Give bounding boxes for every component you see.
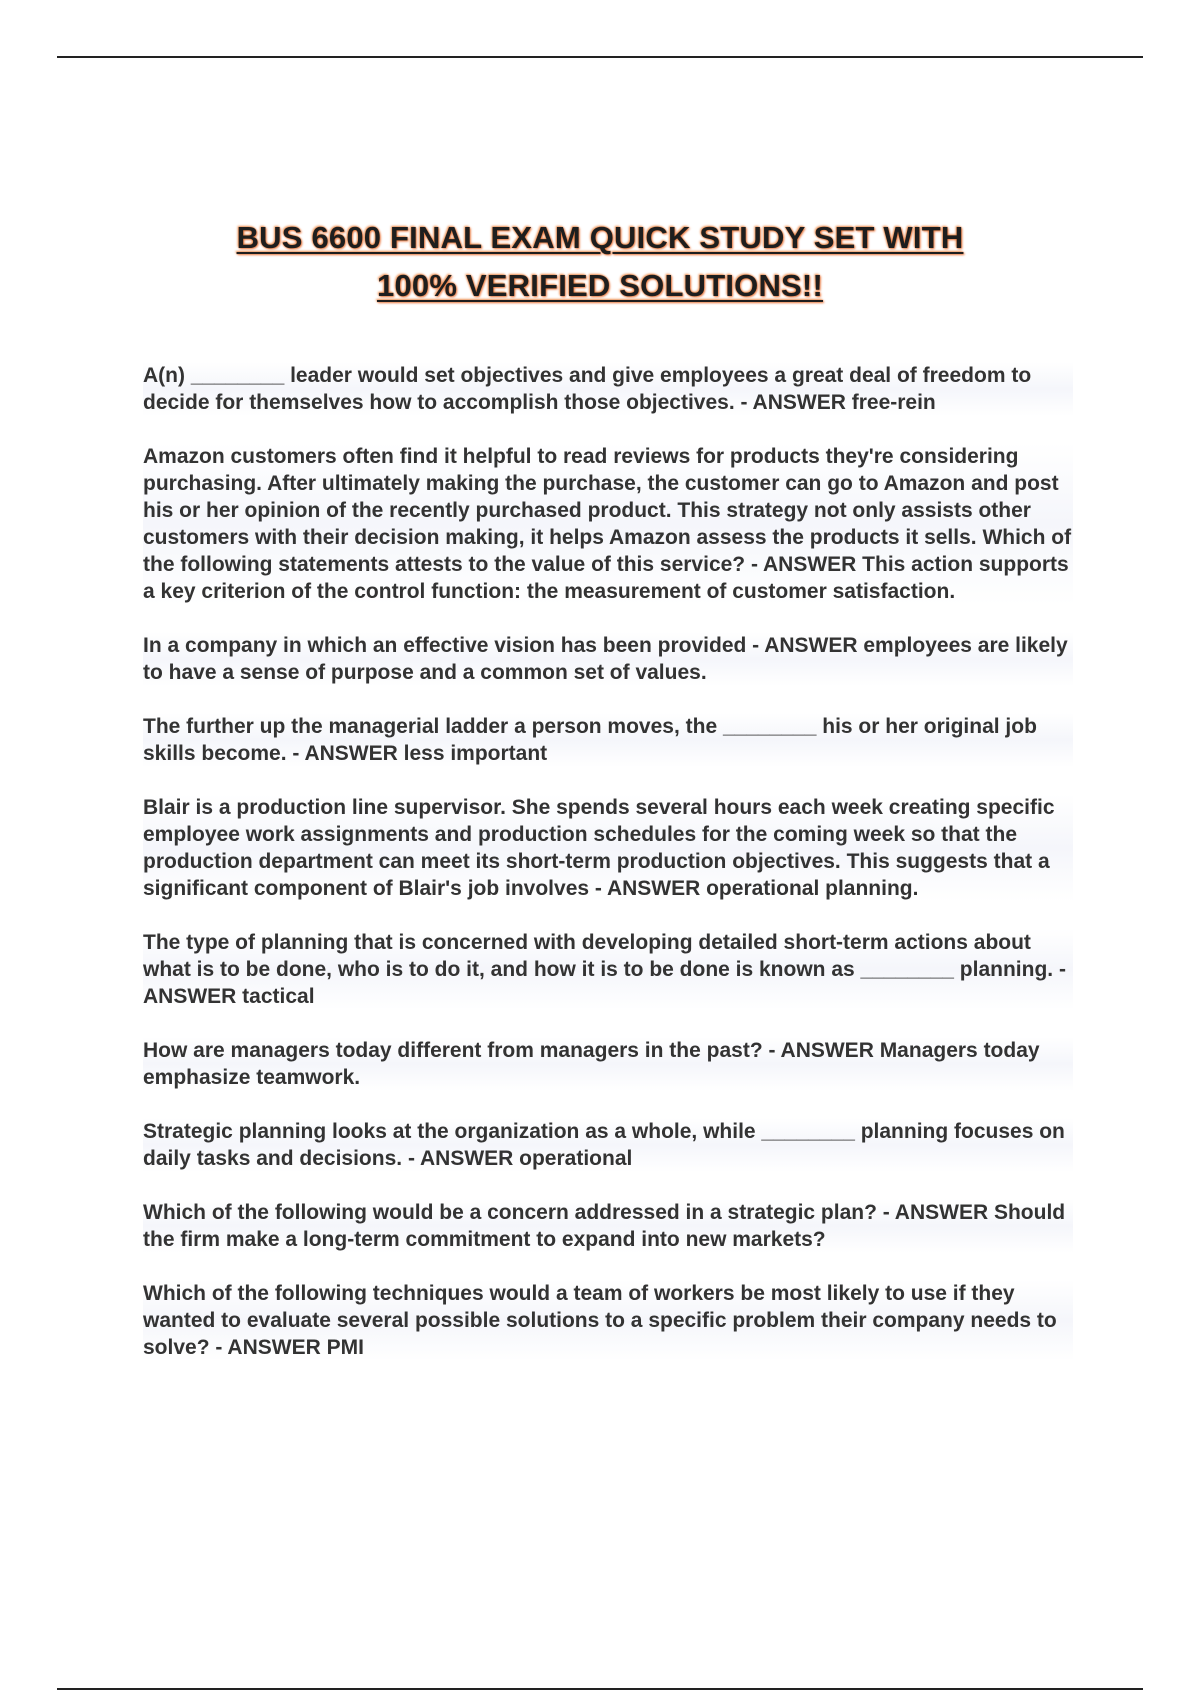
qa-item-1: A(n) ________ leader would set objectives and give employees a great deal of freedom to decide for themselves how to accomplish those objectives. - ANSWER free-rein xyxy=(143,362,1073,416)
qa-item-7: How are managers today different from managers in the past? - ANSWER Managers today emphasize teamwork. xyxy=(143,1037,1073,1091)
qa-item-10: Which of the following techniques would a team of workers be most likely to use if they wanted to evaluate several possible solutions to a specific problem their company needs to solve? - ANSWER PMI xyxy=(143,1280,1073,1361)
qa-item-3: In a company in which an effective vision has been provided - ANSWER employees are likely to have a sense of purpose and a common set of values. xyxy=(143,632,1073,686)
qa-list xyxy=(143,362,1073,1388)
top-rule xyxy=(57,56,1143,58)
qa-item-9: Which of the following would be a concern addressed in a strategic plan? - ANSWER Should the firm make a long-term commitment to expand into new markets? xyxy=(143,1199,1073,1253)
title-line-1: BUS 6600 FINAL EXAM QUICK STUDY SET WITH xyxy=(236,220,964,255)
qa-item-4: The further up the managerial ladder a person moves, the ________ his or her original job skills become. - ANSWER less important xyxy=(143,713,1073,767)
qa-item-8: Strategic planning looks at the organization as a whole, while ________ planning focuses on daily tasks and decisions. - ANSWER operational xyxy=(143,1118,1073,1172)
bottom-rule xyxy=(57,1688,1143,1690)
title-line-2: 100% VERIFIED SOLUTIONS!! xyxy=(377,268,823,303)
qa-item-6: The type of planning that is concerned with developing detailed short-term actions about what is to be done, who is to do it, and how it is to be done is known as ________ planning. - ANSWER tactical xyxy=(143,929,1073,1010)
qa-item-5: Blair is a production line supervisor. She spends several hours each week creating specific employee work assignments and production schedules for the coming week so that the production department can meet its short-term production objectives. This suggests that a significant component of Blair's job involves - ANSWER operational planning. xyxy=(143,794,1073,902)
document-title xyxy=(100,214,1100,310)
qa-item-2: Amazon customers often find it helpful to read reviews for products they're considering purchasing. After ultimately making the purchase, the customer can go to Amazon and post his or her opinion of the recently purchased product. This strategy not only assists other customers with their decision making, it helps Amazon assess the products it sells. Which of the following statements attests to the value of this service? - ANSWER This action supports a key criterion of the control function: the measurement of customer satisfaction. xyxy=(143,445,1072,603)
